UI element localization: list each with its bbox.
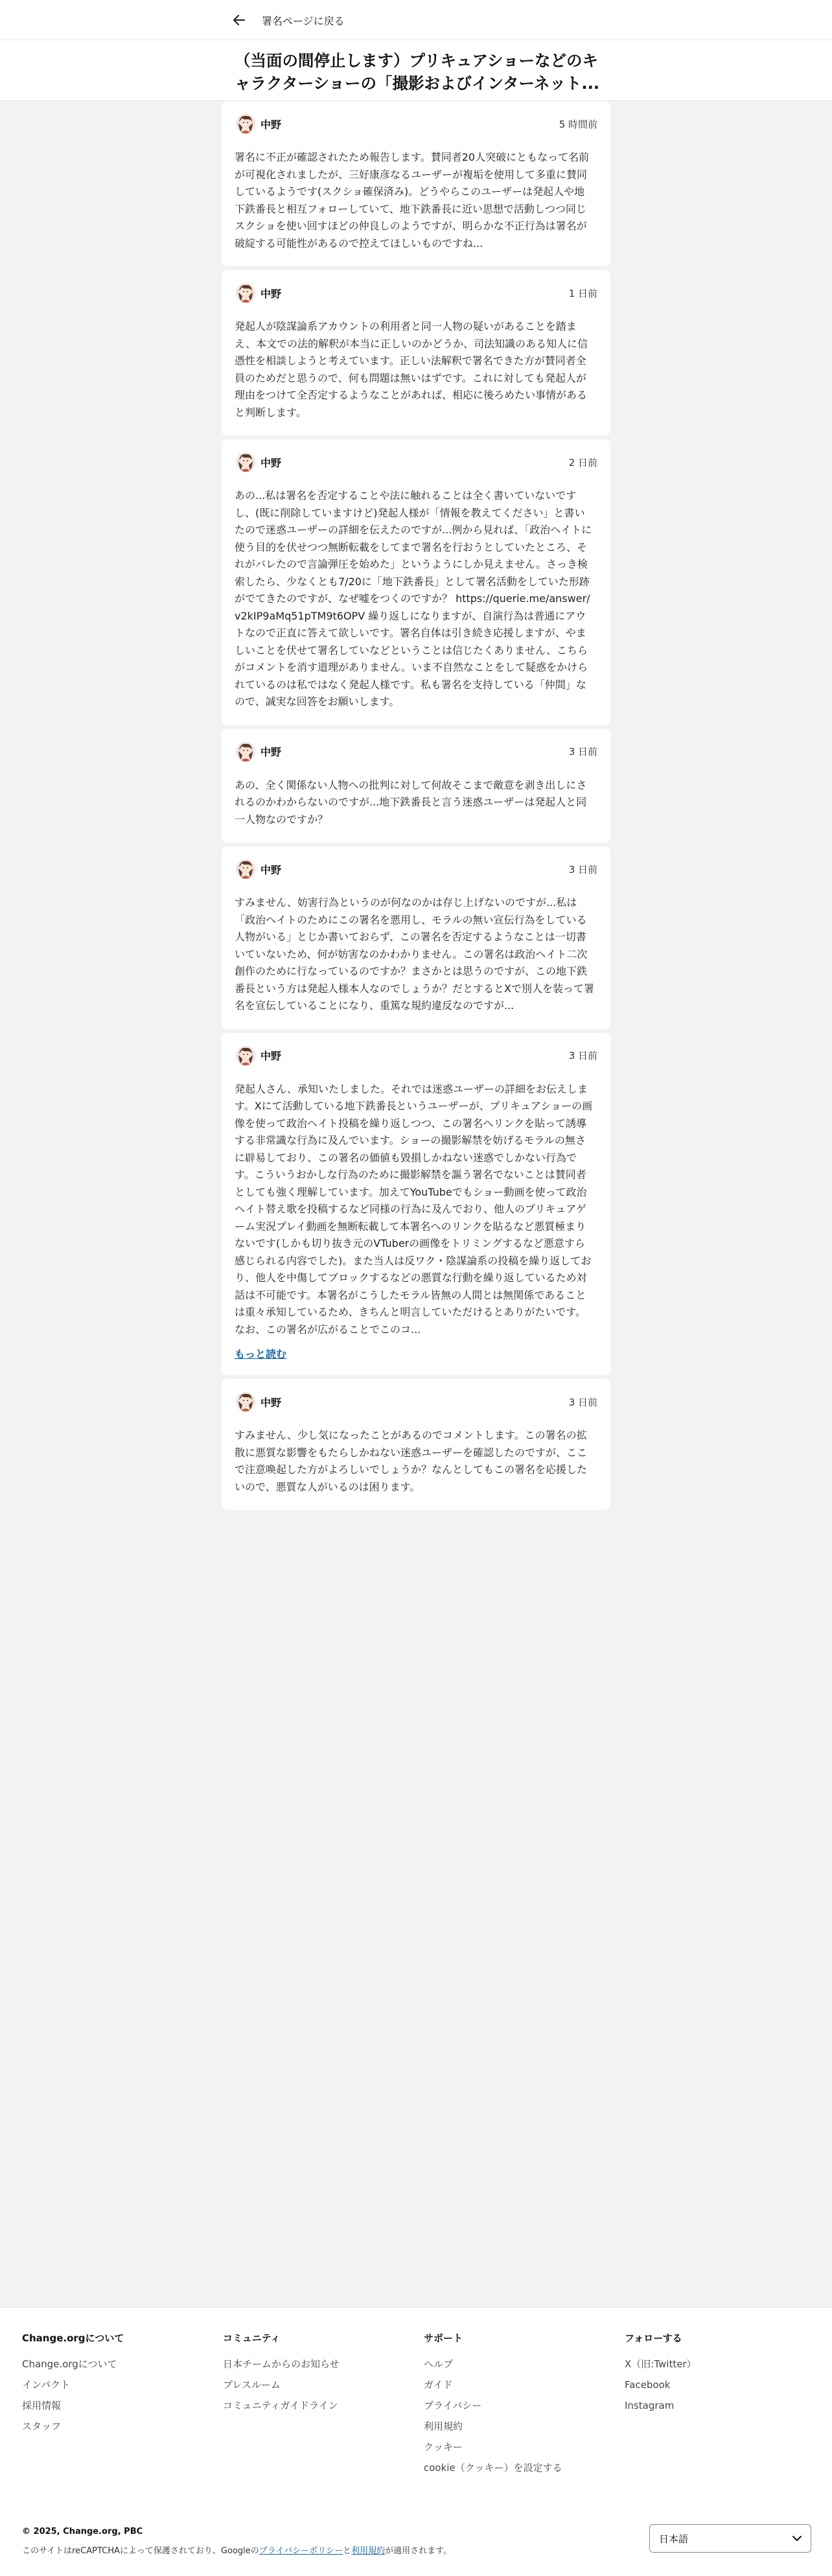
privacy-policy-link[interactable]: プライバシーポリシー <box>259 2546 343 2556</box>
language-selected-value: 日本語 <box>659 2533 689 2545</box>
comment-time: 3 日前 <box>568 746 597 758</box>
footer-heading: サポート <box>424 2332 463 2344</box>
comment-card <box>222 101 610 266</box>
footer-column-support <box>424 2331 605 2478</box>
footer-link[interactable]: スタッフ <box>22 2420 62 2432</box>
avatar <box>236 742 255 761</box>
footer-link[interactable]: ヘルプ <box>424 2358 454 2370</box>
footer-link[interactable]: プレスルーム <box>223 2379 281 2391</box>
footer <box>0 2307 832 2576</box>
comment-body: 発起人が陰謀論系アカウントの利用者と同一人物の疑いがあることを踏まえ、本文での法的解釈が本当に正しいのかどうか、司法知識のある知人に信憑性を相談しようと考えています。正しい法解釈で署名できた方が賛同者全員のためだと思うので、何も問題は無いはずです。これに対しても発起人が理由をつけて全否定するようなことがあれば、相応に後ろめたい事情があると判断します。 <box>235 320 588 419</box>
comment-header <box>235 741 597 763</box>
copyright: © 2025, Change.org, PBC <box>22 2527 143 2536</box>
footer-link[interactable]: X（旧:Twitter） <box>625 2358 697 2370</box>
comment-header <box>235 451 597 473</box>
read-more-link[interactable]: もっと読む <box>235 1348 287 1360</box>
footer-link[interactable]: インパクト <box>22 2379 70 2391</box>
comment-time: 2 日前 <box>568 456 597 469</box>
footer-link[interactable]: Facebook <box>625 2379 671 2391</box>
terms-link[interactable]: 利用規約 <box>351 2546 386 2556</box>
comment-card <box>222 1033 610 1376</box>
comment-time: 1 日前 <box>568 287 597 299</box>
comment-body: すみません、妨害行為というのが何なのかは存じ上げないのですが...私は「政治ヘイトのためにこの署名を悪用し、モラルの無い宣伝行為をしている人物がいる」とじか書いておらず、この署名を否定するようなことは一切書いていないため、何が妨害なのかわかりません。この署名は政治ヘイト二次創作のために行なっているのですか？まさかとは思うのですが、この地下鉄番長という方は発起人様本人なのでしょうか？だとするとXで別人を装って署名を宣伝していることになり、重篤な規約違反なのですが... <box>235 896 594 1012</box>
comment-header <box>235 858 597 880</box>
comment-time: 3 日前 <box>568 1050 597 1062</box>
comment-body: あの...私は署名を否定することや法に触れることは全く書いていないですし、(既に削除していますけど)発起人様が「情報を教えてください」と書いたので迷惑ユーザーの詳細を伝えたのですが...例から見れば、「政治ヘイトに使う目的を伏せつつ無断転載をしてまで署名を行おうとしていたところ、それがバレたので言論弾圧を始めた」というようにしか見えません。さっき検索したら、少なくとも7/20に「地下鉄番長」として署名活動をしていた形跡がでてきたのですが、なぜ嘘をつくのですか？ https://querie.me/answer/v2kIP9aMq51pTM9t6OPV 繰り返しになりますが、自演行為は普通にアウトなので正直に答えて欲しいです。署名自体は引き続き応援しますが、やましいことを伏せて署名していなどということは信じたくありません、こちらがコメントを消す道理がありません。いま不自然なことをして疑惑をかけられているのは私ではなく発起人様です。私も署名を支持している「仲間」なので、誠実な回答をお願いします。 <box>235 489 592 708</box>
comment-card <box>222 846 610 1029</box>
footer-link[interactable]: プライバシー <box>424 2400 482 2411</box>
avatar <box>236 1392 255 1411</box>
footer-link[interactable]: 利用規約 <box>424 2420 463 2432</box>
comment-card <box>222 270 610 435</box>
avatar <box>236 283 255 303</box>
avatar <box>236 1046 255 1065</box>
back-to-petition-link[interactable] <box>233 9 345 31</box>
footer-link[interactable]: コミュニティガイドライン <box>223 2400 338 2411</box>
footer-link[interactable]: クッキー <box>424 2441 463 2453</box>
comment-author: 中野 <box>260 863 282 876</box>
comment-author: 中野 <box>260 118 282 131</box>
comment-header <box>235 1045 597 1067</box>
footer-column-follow <box>625 2331 806 2416</box>
comment-card <box>222 729 610 843</box>
footer-heading: コミュニティ <box>223 2332 281 2344</box>
comment-time: 5 時間前 <box>559 118 597 130</box>
footer-heading: Change.orgについて <box>22 2332 124 2344</box>
footer-link[interactable]: 日本チームからのお知らせ <box>223 2358 340 2370</box>
comment-time: 3 日前 <box>568 1396 597 1408</box>
top-bar <box>0 0 832 40</box>
footer-column-community <box>223 2331 404 2416</box>
petition-header <box>0 40 832 101</box>
comment-card <box>222 1379 610 1510</box>
footer-link[interactable]: cookie（クッキー）を設定する <box>424 2462 562 2474</box>
petition-title[interactable]: （当面の間停止します）プリキュアショーなどのキャラクターショーの「撮影およびインターネット... <box>235 51 600 93</box>
footer-link[interactable]: Change.orgについて <box>22 2358 117 2370</box>
comment-header <box>235 282 597 304</box>
recaptcha-notice <box>22 2544 452 2556</box>
arrow-left-icon <box>233 15 245 25</box>
comment-author: 中野 <box>260 456 282 469</box>
avatar <box>236 859 255 879</box>
avatar <box>236 452 255 472</box>
recaptcha-and: と <box>343 2546 352 2556</box>
comment-time: 3 日前 <box>568 863 597 876</box>
footer-column-about <box>22 2331 203 2437</box>
footer-link[interactable]: 採用情報 <box>22 2400 62 2411</box>
comment-body: すみません、少し気になったことがあるのでコメントします。この署名の拡散に悪質な影響をもたらしかねない迷惑ユーザーを確認したのですが、ここで注意喚起した方がよろしいでしょうか？なんとしてもこの署名を応援したいので、悪質な人がいるのは困ります。 <box>235 1429 588 1493</box>
comment-author: 中野 <box>260 746 282 758</box>
comment-card <box>222 439 610 725</box>
back-link-label: 署名ページに戻る <box>262 14 345 27</box>
comment-author: 中野 <box>260 287 282 300</box>
comment-header <box>235 1391 597 1413</box>
comment-header <box>235 113 597 135</box>
comment-body: 署名に不正が確認されたため報告します。賛同者20人突破にともなって名前が可視化されましたが、三好康彦なるユーザーが複垢を使用して多重に賛同しているようです(スクショ確保済み)。どうやらこのユーザーは発起人や地下鉄番長と相互フォローしていて、地下鉄番長に近い思想で活動しつつ同じスクショを使い回すほどの仲良しのようですが、明らかな不正行為は署名が破綻する可能性があるので控えてほしいものですね... <box>235 151 590 249</box>
comment-body: あの、全く関係ない人物への批判に対して何故そこまで敵意を剥き出しにされるのかわからないのですが...地下鉄番長と言う迷惑ユーザーは発起人と同一人物なのですか？ <box>235 778 587 826</box>
footer-heading: フォローする <box>625 2332 682 2344</box>
footer-link[interactable]: ガイド <box>424 2379 453 2391</box>
comment-author: 中野 <box>260 1396 282 1409</box>
avatar <box>236 114 255 133</box>
comment-feed <box>222 101 610 1514</box>
recaptcha-suffix: が適用されます。 <box>385 2546 452 2556</box>
comment-body: 発起人さん、承知いたしました。それでは迷惑ユーザーの詳細をお伝えします。Xにて活動している地下鉄番長というユーザーが、プリキュアショーの画像を使って政治ヘイト投稿を繰り返しつつ、この署名へリンクを貼って誘導する非常識な行為に及んでいます。ショーの撮影解禁を妨げるモラルの無さに辟易しており、この署名の価値も毀損しかねない迷惑でしかない行為です。こういうおかしな行為のために撮影解禁を謳う署名でないことは賛同者としても強く理解しています。加えてYouTubeでもショー動画を使って政治ヘイト替え歌を投稿するなど同様の行為に及んでおり、他人のプリキュアゲーム実況プレイ動画を無断転載して本署名へのリンクを貼るなど悪質極まりないです(しかも切り抜き元のVTuberの画像をトリミングするなど悪意すら感じられる内容でした)。また当人は反ワク・陰謀論系の投稿を繰り返しており、他人を中傷してブロックするなどの悪質な行動を繰り返しているため対話は不可能です。本署名がこうしたモラル皆無の人間とは無関係であることは重々承知しているため、きちんと明言していただけるとありがたいです。なお、この署名が広がることでこのコ... <box>235 1082 593 1336</box>
footer-link[interactable]: Instagram <box>625 2400 675 2411</box>
comment-author: 中野 <box>260 1050 282 1062</box>
language-select[interactable] <box>649 2524 811 2553</box>
recaptcha-prefix: このサイトはreCAPTCHAによって保護されており、Googleの <box>22 2546 259 2556</box>
chevron-down-icon <box>792 2533 802 2544</box>
